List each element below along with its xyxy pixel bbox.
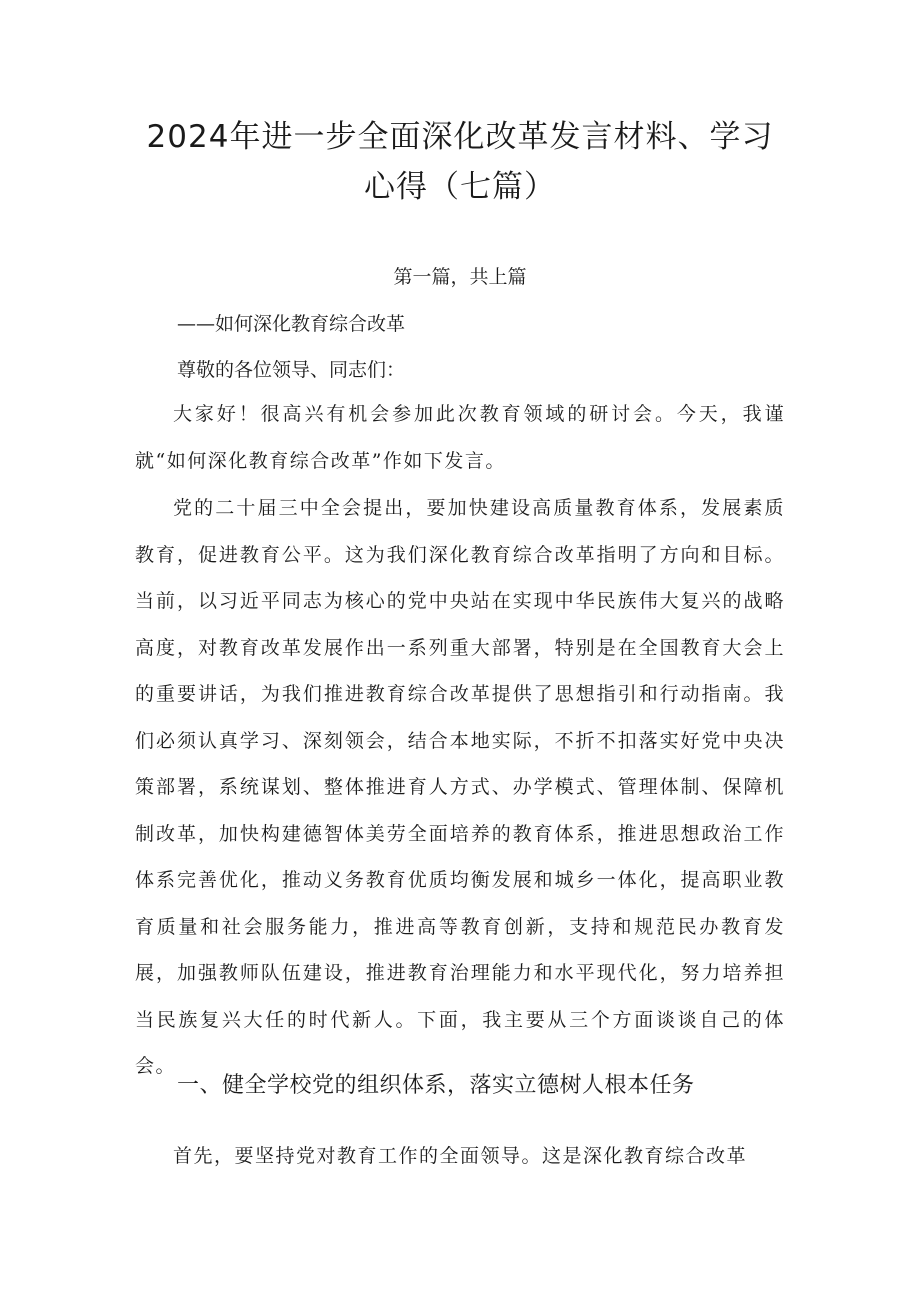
section-title: 第一篇，共上篇 [393, 266, 527, 288]
paragraph-greeting: 大家好！很高兴有机会参加此次教育领域的研讨会。今天，我谨就“如何深化教育综合改革”作如下发言。 [135, 403, 785, 472]
paragraph-background: 党的二十届三中全会提出，要加快建设高质量教育体系，发展素质教育，促进教育公平。这为我们深化教育综合改革指明了方向和目标。当前，以习近平同志为核心的党中央站在实现中华民族伟大复兴的战略高度，对教育改革发展作出一系列重大部署，特别是在全国教育大会上的重要讲话，为我们推进教育综合改革提供了思想指引和行动指南。我们必须认真学习、深刻领会，结合本地实际，不折不扣落实好党中央决策部署，系统谋划、整体推进育人方式、办学模式、管理体制、保障机制改革，加快构建德智体美劳全面培养的教育体系，推进思想政治工作体系完善优化，推动义务教育优质均衡发展和城乡一体化，提高职业教育质量和社会服务能力，推进高等教育创新，支持和规范民办教育发展，加强教师队伍建设，推进教育治理能力和水平现代化，努力培养担当民族复兴大任的时代新人。下面，我主要从三个方面谈谈自己的体会。 [135, 497, 785, 1077]
section-heading-1: 一、健全学校党的组织体系，落实立德树人根本任务 [177, 1073, 695, 1098]
document-title [120, 112, 800, 212]
document-title-line-1: 2024年进一步全面深化改革发言材料、学习 [146, 119, 774, 155]
paragraph-first-point: 首先，要坚持党对教育工作的全面领导。这是深化教育综合改革 [173, 1145, 748, 1167]
document-title-line-2: 心得（七篇） [364, 169, 556, 205]
salutation: 尊敬的各位领导、同志们： [177, 359, 406, 381]
speech-subtitle: ——如何深化教育综合改革 [177, 313, 406, 335]
